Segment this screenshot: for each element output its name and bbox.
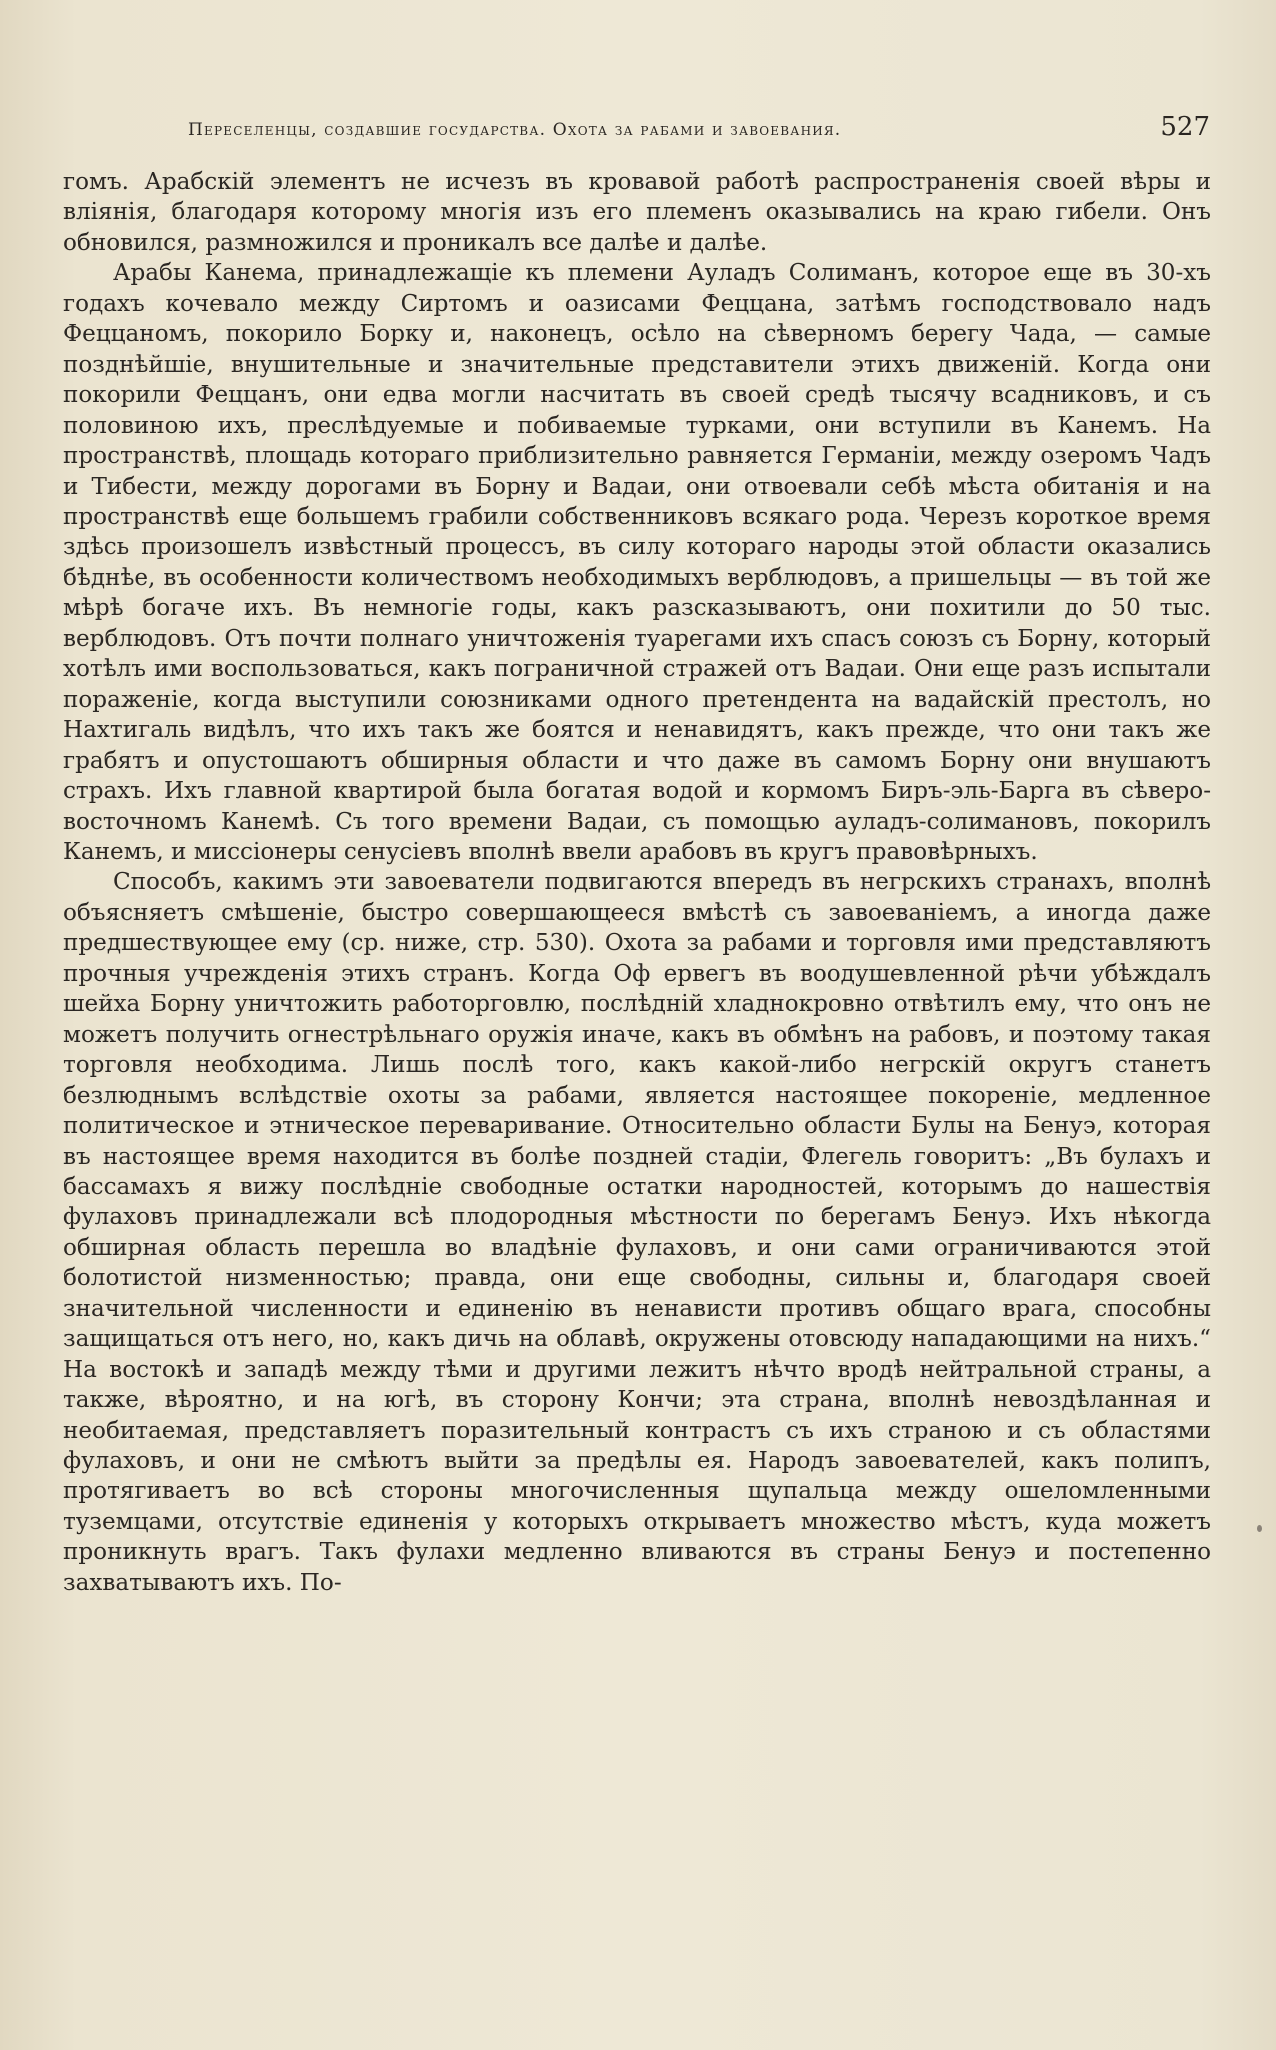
paper-speck <box>1257 1525 1262 1532</box>
page-number: 527 <box>1160 112 1210 142</box>
page-header <box>150 112 1210 152</box>
paragraph-continuation: гомъ. Арабскій элементъ не исчезъ въ кровавой работѣ распространенія своей вѣры и вліянія, благодаря которому многія изъ его племенъ оказывались на краю гибели. Онъ обновился, размножился и проникалъ все далѣе и далѣе. <box>63 169 1211 256</box>
body-text <box>63 167 1211 1598</box>
paragraph-slave-hunting: Способъ, какимъ эти завоеватели подвигаются впередъ въ негрскихъ странахъ, вполнѣ объясняетъ смѣшеніе, быстро совершающееся вмѣстѣ съ завоеваніемъ, а иногда даже предшествующее ему (ср. ниже, стр. 530). Охота за рабами и торговля ими представляютъ прочныя учрежденія этихъ странъ. Когда Оф ервегъ въ воодушевленной рѣчи убѣждалъ шейха Борну уничтожить работорговлю, послѣдній хладнокровно отвѣтилъ ему, что онъ не можетъ получить огнестрѣльнаго оружія иначе, какъ въ обмѣнъ на рабовъ, и поэтому такая торговля необходима. Лишь послѣ того, какъ какой-либо негрскій округъ станетъ безлюднымъ вслѣдствіе охоты за рабами, является настоящее покореніе, медленное политическое и этническое переваривание. Относительно области Булы на Бенуэ, которая въ настоящее время находится въ болѣе поздней стадіи, Флегель говоритъ: „Въ булахъ и бассамахъ я вижу послѣдніе свободные остатки народностей, которымъ до нашествія фулаховъ принадлежали всѣ плодородныя мѣстности по берегамъ Бенуэ. Ихъ нѣкогда обширная область перешла во владѣніе фулаховъ, и они сами ограничиваются этой болотистой низменностью; правда, они еще свободны, сильны и, благодаря своей значительной численности и единенію въ ненависти противъ общаго врага, способны защищаться отъ него, но, какъ дичь на облавѣ, окружены отовсюду нападающими на нихъ.“ На востокѣ и западѣ между тѣми и другими лежитъ нѣчто вродѣ нейтральной страны, а также, вѣроятно, и на югѣ, въ сторону Кончи; эта страна, вполнѣ невоздѣланная и необитаемая, представляетъ поразительный контрастъ съ ихъ страною и съ областями фулаховъ, и они не смѣютъ выйти за предѣлы ея. Народъ завоевателей, какъ полипъ, протягиваетъ во всѣ стороны многочисленныя щупальца между ошеломленными туземцами, отсутствіе единенія у которыхъ открываетъ множество мѣстъ, куда можетъ проникнуть врагъ. Такъ фулахи медленно вливаются въ страны Бенуэ и постепенно захватываютъ ихъ. По- <box>63 869 1211 1596</box>
running-head: Переселенцы, создавшие государства. Охота за рабами и завоевания. <box>188 120 842 140</box>
paragraph-arabs-of-kanem: Арабы Канема, принадлежащіе къ племени Ауладъ Солиманъ, которое еще въ 30-хъ годахъ кочевало между Сиртомъ и оазисами Феццана, затѣмъ господствовало надъ Феццаномъ, покорило Борку и, наконецъ, осѣло на сѣверномъ берегу Чада, — самые позднѣйшіе, внушительные и значительные представители этихъ движеній. Когда они покорили Феццанъ, они едва могли насчитать въ своей средѣ тысячу всадниковъ, и съ половиною ихъ, преслѣдуемые и побиваемые турками, они вступили въ Канемъ. На пространствѣ, площадь котораго приблизительно равняется Германіи, между озеромъ Чадъ и Тибести, между дорогами въ Борну и Вадаи, они отвоевали себѣ мѣста обитанія и на пространствѣ еще большемъ грабили собственниковъ всякаго рода. Черезъ короткое время здѣсь произошелъ извѣстный процессъ, въ силу котораго народы этой области оказались бѣднѣе, въ особенности количествомъ необходимыхъ верблюдовъ, а пришельцы — въ той же мѣрѣ богаче ихъ. Въ немногіе годы, какъ разсказываютъ, они похитили до 50 тыс. верблюдовъ. Отъ почти полнаго уничтоженія туарегами ихъ спасъ союзъ съ Борну, который хотѣлъ ими воспользоваться, какъ пограничной стражей отъ Вадаи. Они еще разъ испытали пораженіе, когда выступили союзниками одного претендента на вадайскій престолъ, но Нахтигаль видѣлъ, что ихъ такъ же боятся и ненавидятъ, какъ прежде, что они такъ же грабятъ и опустошаютъ обширныя области и что даже въ самомъ Борну они внушаютъ страхъ. Ихъ главной квартирой была богатая водой и кормомъ Биръ-эль-Барга въ сѣверо-восточномъ Канемѣ. Съ того времени Вадаи, съ помощью ауладъ-солимановъ, покорилъ Канемъ, и миссіонеры сенусіевъ вполнѣ ввели арабовъ въ кругъ правовѣрныхъ. <box>63 260 1211 865</box>
